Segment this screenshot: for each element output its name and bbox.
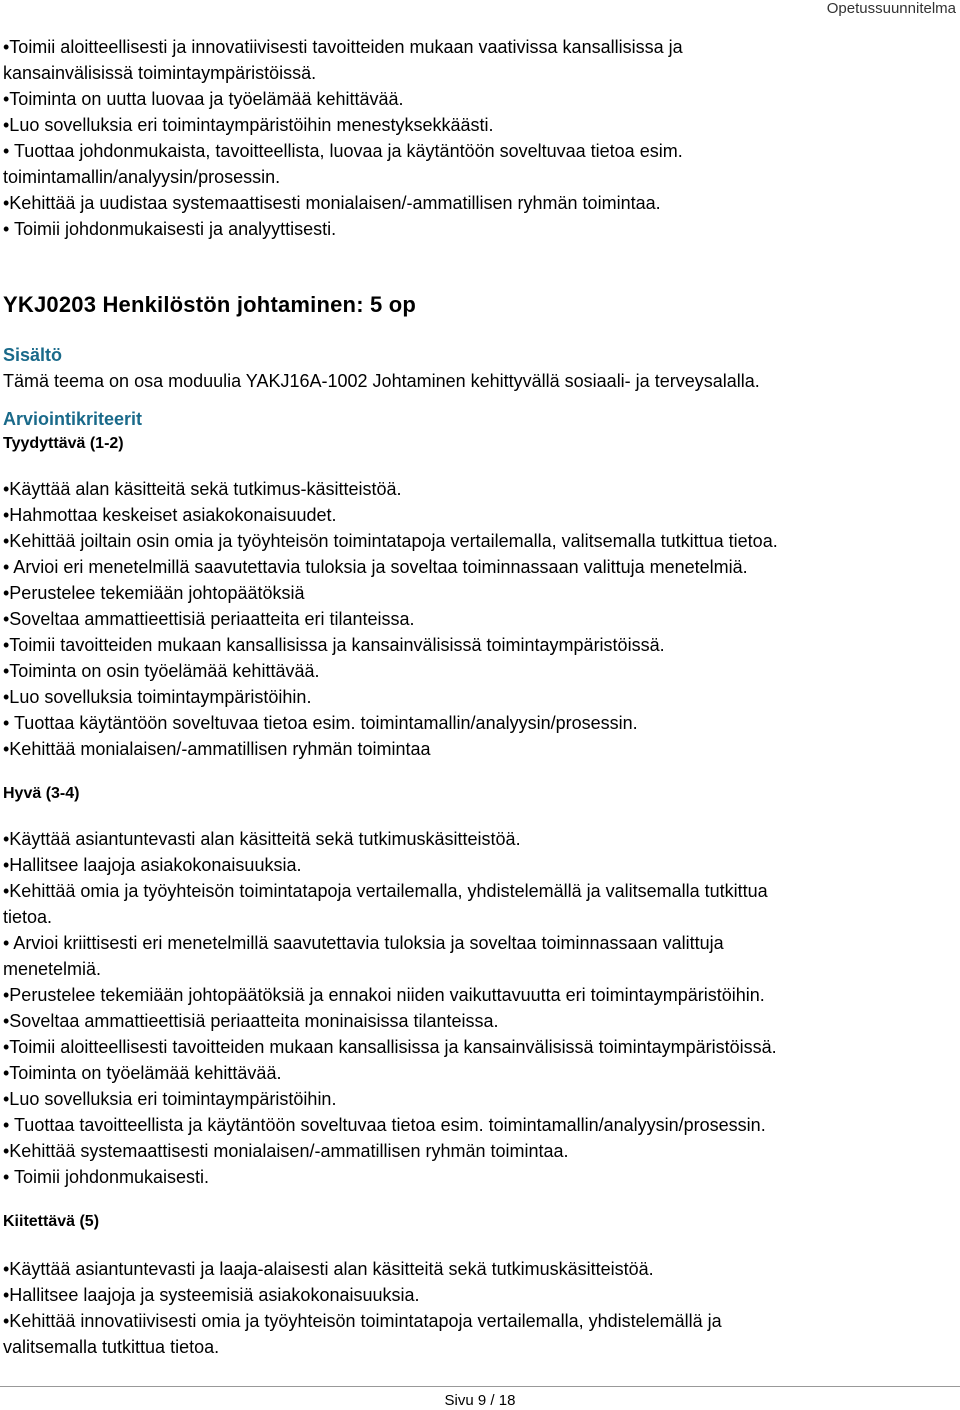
list-item: •Kehittää joiltain osin omia ja työyhteisön toimintatapoja vertailemalla, valitsemalla tutkittua tietoa. xyxy=(3,531,778,551)
list-item: kansainvälisissä toimintaympäristöissä. xyxy=(3,63,317,83)
list-item: •Toiminta on työelämää kehittävää. xyxy=(3,1063,282,1083)
list-item: • Tuottaa käytäntöön soveltuvaa tietoa esim. toimintamallin/analyysin/prosessin. xyxy=(3,713,638,733)
list-item: •Luo sovelluksia eri toimintaympäristöihin menestyksekkäästi. xyxy=(3,115,494,135)
list-item: •Käyttää alan käsitteitä sekä tutkimus-käsitteistöä. xyxy=(3,479,402,499)
list-item: • Arvioi kriittisesti eri menetelmillä saavutettavia tuloksia ja soveltaa toiminnassaan valittuja xyxy=(3,933,724,953)
list-item: •Toiminta on osin työelämää kehittävää. xyxy=(3,661,320,681)
list-item: •Luo sovelluksia eri toimintaympäristöihin. xyxy=(3,1089,337,1109)
list-item: •Toimii aloitteellisesti ja innovatiivisesti tavoitteiden mukaan vaativissa kansallisissa ja xyxy=(3,37,683,57)
list-item: •Luo sovelluksia toimintaympäristöihin. xyxy=(3,687,312,707)
list-item: •Hahmottaa keskeiset asiakokonaisuudet. xyxy=(3,505,337,525)
list-item: •Toimii tavoitteiden mukaan kansallisissa ja kansainvälisissä toimintaympäristöissä. xyxy=(3,635,665,655)
grade-heading-satisfactory: Tyydyttävä (1-2) xyxy=(3,435,124,452)
criteria-heading: Arviointikriteerit xyxy=(3,409,143,429)
list-item: •Toiminta on uutta luovaa ja työelämää kehittävää. xyxy=(3,89,404,109)
page-number: Sivu 9 / 18 xyxy=(444,1392,516,1409)
list-item: •Kehittää innovatiivisesti omia ja työyhteisön toimintatapoja vertailemalla, yhdistelemällä ja xyxy=(3,1311,722,1331)
good-heading-block xyxy=(3,782,955,806)
course-title: YKJ0203 Henkilöstön johtaminen: 5 op xyxy=(3,292,417,317)
list-item: • Toimii johdonmukaisesti ja analyyttisesti. xyxy=(3,219,337,239)
content-heading: Sisältö xyxy=(3,345,63,365)
list-item: valitsemalla tutkittua tietoa. xyxy=(3,1337,220,1357)
list-item: •Kehittää omia ja työyhteisön toimintatapoja vertailemalla, yhdistelemällä ja valitsemalla tutkittua xyxy=(3,881,768,901)
list-item: •Toimii aloitteellisesti tavoitteiden mukaan kansallisissa ja kansainvälisissä toimintaympäristöissä. xyxy=(3,1037,777,1057)
content-text: Tämä teema on osa moduulia YAKJ16A-1002 Johtaminen kehittyvällä sosiaali- ja terveysalalla. xyxy=(3,371,760,391)
footer-divider xyxy=(0,1386,960,1387)
list-item: •Kehittää monialaisen/-ammatillisen ryhmän toimintaa xyxy=(3,739,431,759)
list-item: • Tuottaa johdonmukaista, tavoitteellista, luovaa ja käytäntöön soveltuvaa tietoa esim. xyxy=(3,141,683,161)
list-item: tietoa. xyxy=(3,907,53,927)
list-item: • Toimii johdonmukaisesti. xyxy=(3,1167,210,1187)
list-item: •Soveltaa ammattieettisiä periaatteita eri tilanteissa. xyxy=(3,609,415,629)
list-item: •Kehittää ja uudistaa systemaattisesti monialaisen/-ammatillisen ryhmän toimintaa. xyxy=(3,193,661,213)
criteria-section xyxy=(3,406,955,456)
list-item: •Perustelee tekemiään johtopäätöksiä ja ennakoi niiden vaikuttavuutta eri toimintaympäristöihin. xyxy=(3,985,765,1005)
list-item: •Soveltaa ammattieettisiä periaatteita moninaisissa tilanteissa. xyxy=(3,1011,499,1031)
list-item: •Käyttää asiantuntevasti alan käsitteitä sekä tutkimuskäsitteistöä. xyxy=(3,829,521,849)
criteria-continuation-list xyxy=(3,34,955,242)
list-item: •Hallitsee laajoja ja systeemisiä asiakokonaisuuksia. xyxy=(3,1285,420,1305)
list-item: •Käyttää asiantuntevasti ja laaja-alaisesti alan käsitteitä sekä tutkimuskäsitteistöä. xyxy=(3,1259,654,1279)
list-item: • Tuottaa tavoitteellista ja käytäntöön soveltuvaa tietoa esim. toimintamallin/analyysin/prosessin. xyxy=(3,1115,766,1135)
grade-heading-excellent: Kiitettävä (5) xyxy=(3,1213,100,1230)
satisfactory-criteria-list xyxy=(3,476,955,762)
list-item: menetelmiä. xyxy=(3,959,102,979)
grade-heading-good: Hyvä (3-4) xyxy=(3,785,80,802)
good-criteria-list xyxy=(3,826,955,1190)
course-content-section xyxy=(3,342,955,394)
list-item: •Perustelee tekemiään johtopäätöksiä xyxy=(3,583,305,603)
excellent-heading-block xyxy=(3,1210,955,1234)
list-item: • Arvioi eri menetelmillä saavutettavia tuloksia ja soveltaa toiminnassaan valittuja menetelmiä. xyxy=(3,557,748,577)
excellent-criteria-list xyxy=(3,1256,955,1360)
list-item: •Hallitsee laajoja asiakokonaisuuksia. xyxy=(3,855,302,875)
list-item: toimintamallin/analyysin/prosessin. xyxy=(3,167,281,187)
list-item: •Kehittää systemaattisesti monialaisen/-ammatillisen ryhmän toimintaa. xyxy=(3,1141,569,1161)
document-header: Opetussuunnitelma xyxy=(826,0,956,17)
